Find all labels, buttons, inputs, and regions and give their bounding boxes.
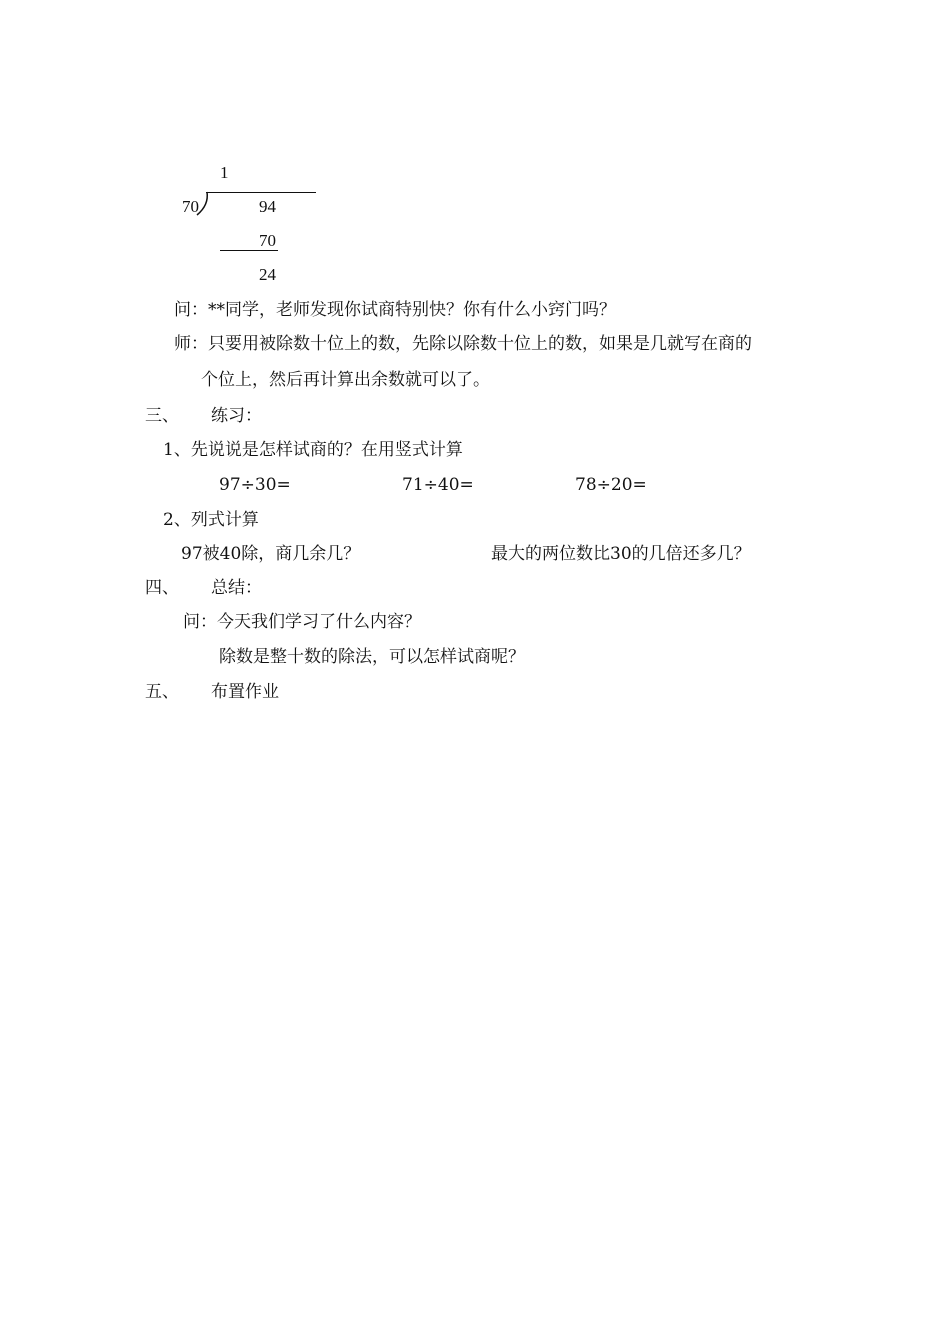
summary-question: 问：今天我们学习了什么内容？ [183, 612, 421, 632]
division-bar [206, 192, 316, 193]
student-question: 问：**同学，老师发现你试商特别快？你有什么小窍门吗？ [174, 300, 616, 320]
summary-question2: 除数是整十数的除法，可以怎样试商呢？ [219, 647, 525, 667]
word-problem-2: 最大的两位数比30的几倍还多几？ [491, 544, 751, 564]
section5-number: 五、 [145, 682, 179, 702]
section3-item2: 2、列式计算 [163, 510, 259, 530]
section3-item1: 1、先说说是怎样试商的？在用竖式计算 [163, 440, 463, 460]
dividend: 94 [259, 197, 276, 216]
exercise-2: 71÷40= [402, 475, 474, 495]
quotient: 1 [220, 163, 229, 182]
section3-title: 练习： [211, 406, 262, 426]
divisor: 70 [182, 197, 199, 216]
section4-number: 四、 [145, 578, 179, 598]
teacher-answer-line2: 个位上，然后再计算出余数就可以了。 [201, 370, 490, 390]
section4-title: 总结： [211, 578, 262, 598]
section5-title: 布置作业 [211, 682, 279, 702]
subtraction-line [220, 250, 278, 251]
section3-number: 三、 [145, 406, 179, 426]
exercise-1: 97÷30= [219, 475, 291, 495]
exercise-3: 78÷20= [575, 475, 647, 495]
word-problem-1: 97被40除，商几余几？ [181, 544, 361, 564]
product: 70 [259, 231, 276, 250]
teacher-answer-line1: 师：只要用被除数十位上的数，先除以除数十位上的数，如果是几就写在商的 [174, 334, 752, 354]
remainder: 24 [259, 265, 276, 284]
